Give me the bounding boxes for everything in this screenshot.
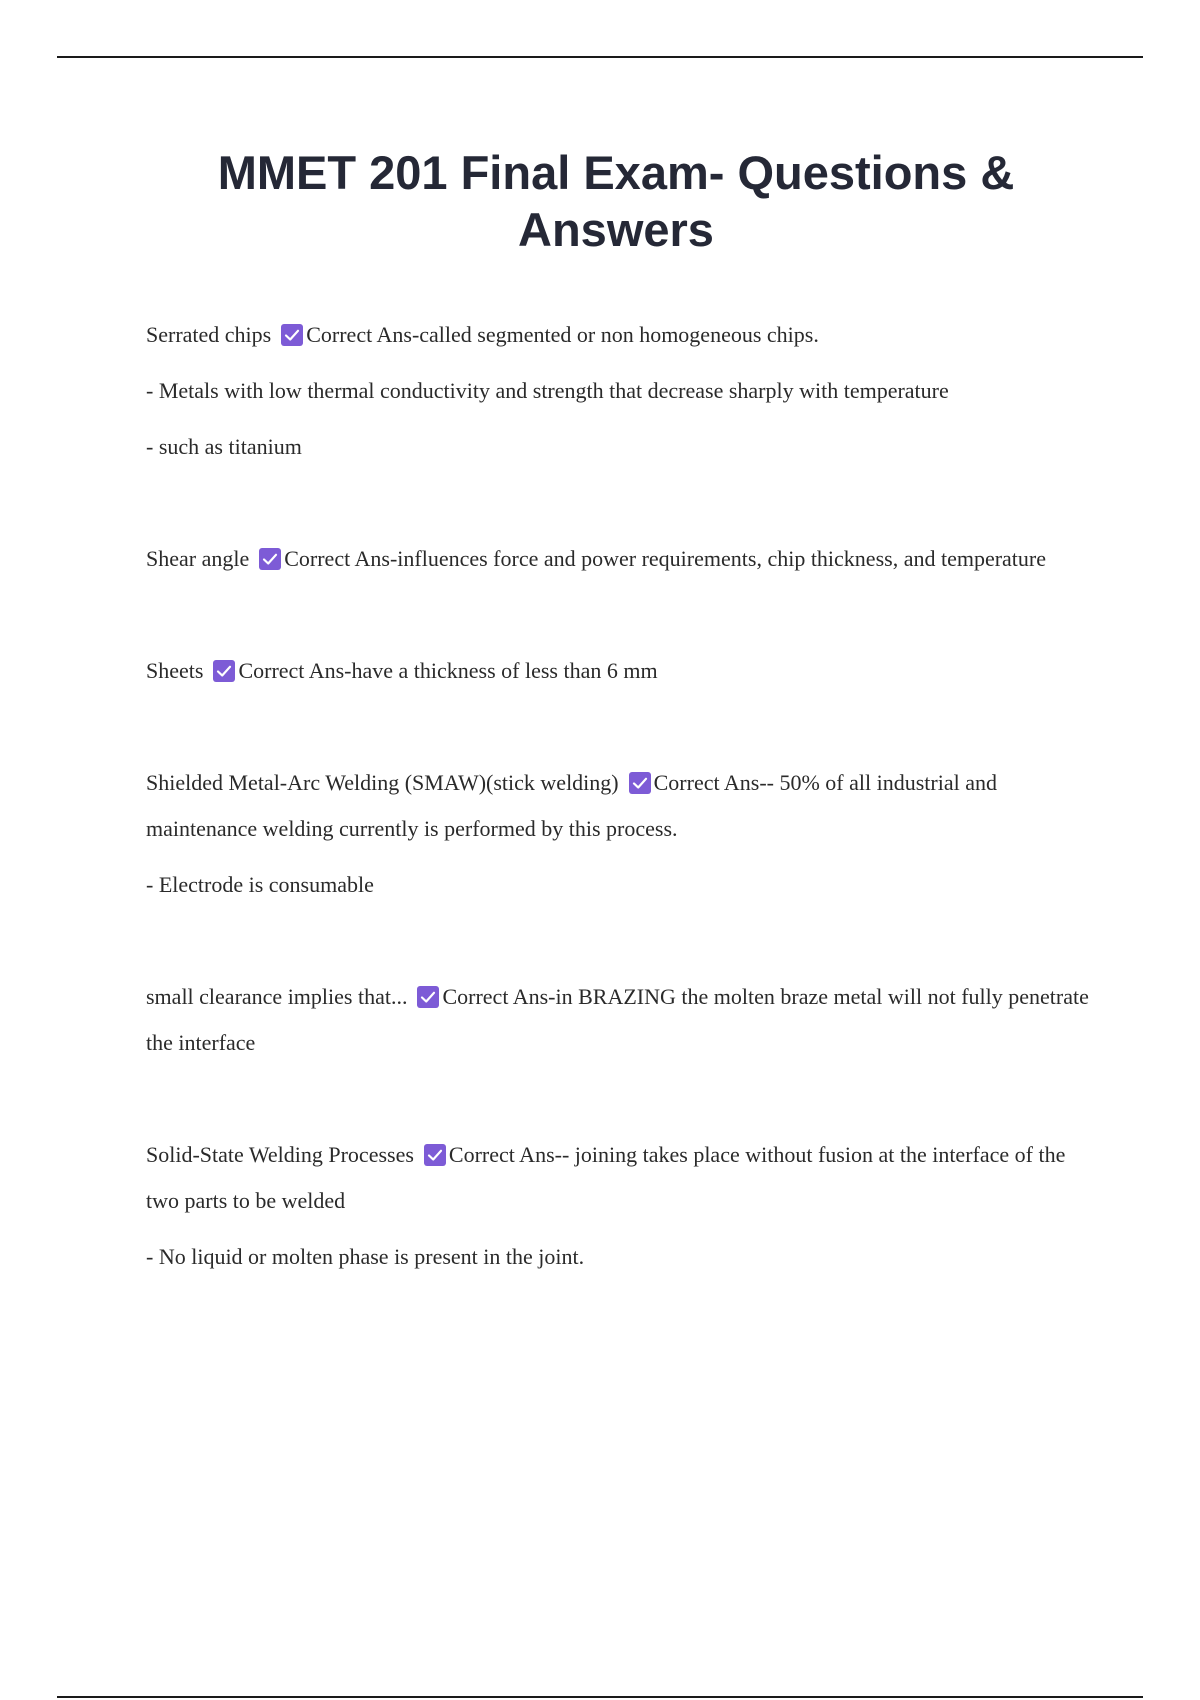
qa-question-line [146, 648, 1096, 694]
qa-note: - Metals with low thermal conductivity and strength that decrease sharply with temperature [146, 378, 949, 403]
qa-question-line [146, 760, 1096, 852]
qa-entry [146, 760, 1096, 908]
bottom-rule [57, 1696, 1143, 1698]
qa-answer: Correct Ans-in BRAZING the molten braze metal will not fully penetrate the interface [146, 984, 1089, 1055]
qa-answer: Correct Ans-- joining takes place without fusion at the interface of the two parts to be welded [146, 1142, 1066, 1213]
qa-question-line [146, 312, 1096, 358]
qa-entry [146, 974, 1096, 1066]
qa-question-line [146, 536, 1096, 582]
qa-entry [146, 312, 1096, 470]
qa-question-line [146, 974, 1096, 1066]
qa-entry [146, 1132, 1096, 1280]
qa-term: Shear angle [146, 546, 250, 571]
qa-answer: Correct Ans-have a thickness of less than 6 mm [238, 658, 658, 683]
checkbox-checked-icon [417, 986, 439, 1008]
checkbox-checked-icon [629, 772, 651, 794]
checkbox-checked-icon [259, 548, 281, 570]
qa-term: Solid-State Welding Processes [146, 1142, 414, 1167]
qa-term: Shielded Metal-Arc Welding (SMAW)(stick welding) [146, 770, 619, 795]
qa-answer: Correct Ans-called segmented or non homogeneous chips. [306, 322, 819, 347]
checkbox-checked-icon [213, 660, 235, 682]
qa-term: Sheets [146, 658, 204, 683]
qa-note: - No liquid or molten phase is present in the joint. [146, 1244, 585, 1269]
page-title: MMET 201 Final Exam- Questions & Answers [217, 146, 1015, 256]
qa-note: - Electrode is consumable [146, 872, 374, 897]
qa-note: - such as titanium [146, 434, 302, 459]
qa-term: Serrated chips [146, 322, 272, 347]
qa-list [146, 312, 1096, 1346]
qa-question-line [146, 1132, 1096, 1224]
checkbox-checked-icon [424, 1144, 446, 1166]
qa-term: small clearance implies that... [146, 984, 408, 1009]
qa-answer: Correct Ans-- 50% of all industrial and maintenance welding currently is performed by this process. [146, 770, 997, 841]
qa-answer: Correct Ans-influences force and power requirements, chip thickness, and temperature [284, 546, 1047, 571]
checkbox-checked-icon [281, 324, 303, 346]
qa-entry [146, 648, 1096, 694]
qa-entry [146, 536, 1096, 582]
top-rule [57, 56, 1143, 58]
